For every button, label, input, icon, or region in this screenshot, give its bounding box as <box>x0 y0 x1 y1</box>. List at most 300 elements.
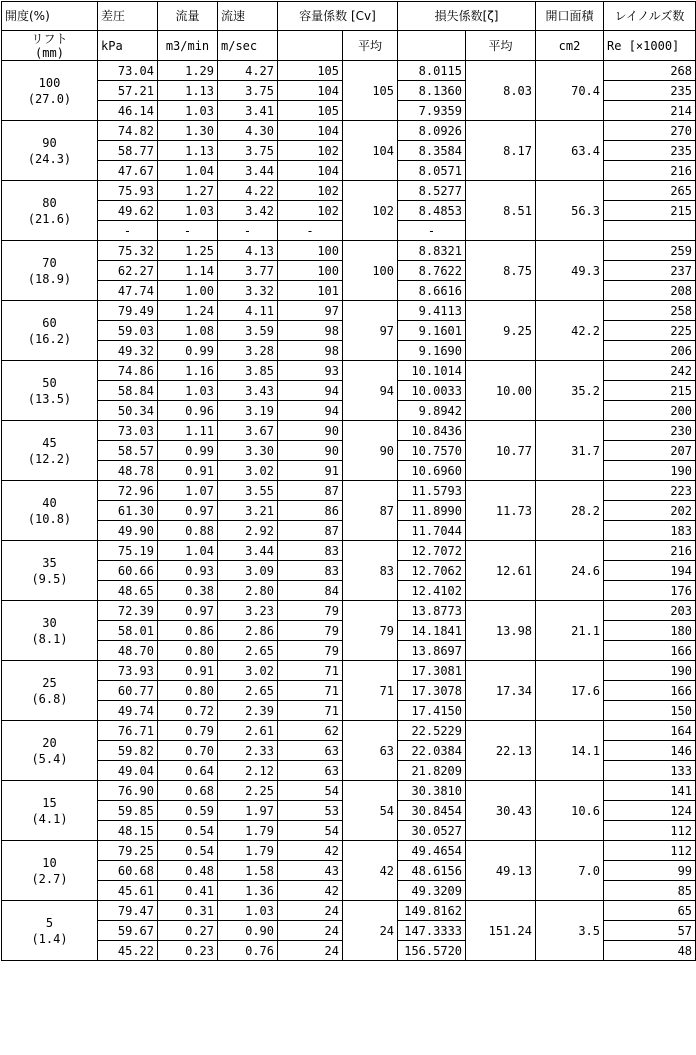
zeta-value: 49.3209 <box>398 881 466 901</box>
zeta-value: 8.7622 <box>398 261 466 281</box>
velocity-value: 3.23 <box>218 601 278 621</box>
velocity-value: 4.13 <box>218 241 278 261</box>
zeta-value: 10.1014 <box>398 361 466 381</box>
opening-percent: 80 <box>42 195 57 210</box>
re-value: 216 <box>604 541 696 561</box>
velocity-value: 3.02 <box>218 661 278 681</box>
cv-average: 90 <box>343 421 398 481</box>
pressure-value: 79.49 <box>98 301 158 321</box>
cv-value: 42 <box>278 841 343 861</box>
flow-value: 1.13 <box>158 141 218 161</box>
table-row <box>2 241 696 261</box>
velocity-value: - <box>218 221 278 241</box>
cv-value: 98 <box>278 321 343 341</box>
zeta-value: 8.8321 <box>398 241 466 261</box>
opening-cell <box>2 121 98 181</box>
re-value: 112 <box>604 841 696 861</box>
zeta-value: - <box>398 221 466 241</box>
re-value: 259 <box>604 241 696 261</box>
re-value: 183 <box>604 521 696 541</box>
opening-percent: 60 <box>42 315 57 330</box>
velocity-value: 1.58 <box>218 861 278 881</box>
pressure-value: - <box>98 221 158 241</box>
opening-area: 56.3 <box>536 181 604 241</box>
cv-value: 84 <box>278 581 343 601</box>
table-row <box>2 181 696 201</box>
flow-value: 1.25 <box>158 241 218 261</box>
flow-value: 0.54 <box>158 841 218 861</box>
opening-area: 28.2 <box>536 481 604 541</box>
cv-value: 83 <box>278 541 343 561</box>
cv-value: 100 <box>278 241 343 261</box>
re-value <box>604 221 696 241</box>
velocity-value: 3.75 <box>218 141 278 161</box>
zeta-value: 10.8436 <box>398 421 466 441</box>
pressure-value: 58.84 <box>98 381 158 401</box>
opening-cell <box>2 481 98 541</box>
opening-cell <box>2 61 98 121</box>
velocity-value: 2.33 <box>218 741 278 761</box>
lift-mm: (2.7) <box>31 871 68 886</box>
cv-average: 79 <box>343 601 398 661</box>
cv-value: 104 <box>278 81 343 101</box>
header-lift-cell <box>2 31 98 61</box>
lift-mm: (12.2) <box>27 451 72 466</box>
cv-value: 104 <box>278 121 343 141</box>
pressure-value: 74.82 <box>98 121 158 141</box>
flow-value: 1.04 <box>158 161 218 181</box>
zeta-value: 8.5277 <box>398 181 466 201</box>
zeta-average: 30.43 <box>466 781 536 841</box>
pressure-value: 46.14 <box>98 101 158 121</box>
zeta-value: 11.8990 <box>398 501 466 521</box>
flow-value: 1.13 <box>158 81 218 101</box>
cv-value: 53 <box>278 801 343 821</box>
flow-value: 0.93 <box>158 561 218 581</box>
cv-average: 71 <box>343 661 398 721</box>
cv-value: 24 <box>278 901 343 921</box>
cv-average: 102 <box>343 181 398 241</box>
header-flow: 流量 <box>158 2 218 31</box>
zeta-average: 8.03 <box>466 61 536 121</box>
flow-value: 0.88 <box>158 521 218 541</box>
opening-area: 35.2 <box>536 361 604 421</box>
zeta-value: 8.6616 <box>398 281 466 301</box>
zeta-value: 8.3584 <box>398 141 466 161</box>
header-velocity: 流速 <box>218 2 278 31</box>
flow-value: 0.86 <box>158 621 218 641</box>
zeta-average: 12.61 <box>466 541 536 601</box>
opening-area: 3.5 <box>536 901 604 961</box>
flow-value: 0.70 <box>158 741 218 761</box>
pressure-value: 48.70 <box>98 641 158 661</box>
zeta-average: 151.24 <box>466 901 536 961</box>
velocity-value: 3.19 <box>218 401 278 421</box>
opening-area: 49.3 <box>536 241 604 301</box>
table-row <box>2 601 696 621</box>
lift-mm: (4.1) <box>31 811 68 826</box>
velocity-value: 2.80 <box>218 581 278 601</box>
zeta-value: 8.0571 <box>398 161 466 181</box>
pressure-value: 60.66 <box>98 561 158 581</box>
velocity-value: 1.97 <box>218 801 278 821</box>
re-value: 235 <box>604 81 696 101</box>
zeta-value: 9.4113 <box>398 301 466 321</box>
opening-cell <box>2 601 98 661</box>
flow-value: 1.04 <box>158 541 218 561</box>
opening-area: 63.4 <box>536 121 604 181</box>
header-re-unit: Re [×1000] <box>604 31 696 61</box>
cv-average: 105 <box>343 61 398 121</box>
header-pressure-unit: kPa <box>98 31 158 61</box>
zeta-value: 12.4102 <box>398 581 466 601</box>
pressure-value: 76.71 <box>98 721 158 741</box>
header-pressure: 差圧 <box>98 2 158 31</box>
flow-value: 1.27 <box>158 181 218 201</box>
opening-cell <box>2 781 98 841</box>
velocity-value: 4.11 <box>218 301 278 321</box>
flow-value: 1.03 <box>158 201 218 221</box>
velocity-value: 2.39 <box>218 701 278 721</box>
lift-mm: (21.6) <box>27 211 72 226</box>
header-flow-unit: m3/min <box>158 31 218 61</box>
cv-value: 94 <box>278 401 343 421</box>
velocity-value: 1.79 <box>218 821 278 841</box>
zeta-average: 11.73 <box>466 481 536 541</box>
cv-value: 24 <box>278 921 343 941</box>
velocity-value: 3.85 <box>218 361 278 381</box>
re-value: 223 <box>604 481 696 501</box>
zeta-average: 10.00 <box>466 361 536 421</box>
header-cv-blank <box>278 31 343 61</box>
pressure-value: 73.03 <box>98 421 158 441</box>
flow-value: 0.91 <box>158 661 218 681</box>
zeta-value: 14.1841 <box>398 621 466 641</box>
pressure-value: 58.57 <box>98 441 158 461</box>
valve-characteristics-table <box>1 1 696 961</box>
cv-average: 83 <box>343 541 398 601</box>
zeta-value: 48.6156 <box>398 861 466 881</box>
zeta-value: 10.0033 <box>398 381 466 401</box>
pressure-value: 50.34 <box>98 401 158 421</box>
pressure-value: 74.86 <box>98 361 158 381</box>
re-value: 225 <box>604 321 696 341</box>
velocity-value: 3.32 <box>218 281 278 301</box>
velocity-value: 1.03 <box>218 901 278 921</box>
cv-value: 79 <box>278 641 343 661</box>
cv-value: 90 <box>278 421 343 441</box>
velocity-value: 4.30 <box>218 121 278 141</box>
zeta-average: 8.17 <box>466 121 536 181</box>
flow-value: 0.38 <box>158 581 218 601</box>
velocity-value: 3.41 <box>218 101 278 121</box>
opening-area: 10.6 <box>536 781 604 841</box>
header-re: レイノルズ数 <box>604 2 696 31</box>
zeta-value: 9.1690 <box>398 341 466 361</box>
pressure-value: 75.19 <box>98 541 158 561</box>
pressure-value: 59.85 <box>98 801 158 821</box>
zeta-value: 149.8162 <box>398 901 466 921</box>
flow-value: 1.03 <box>158 381 218 401</box>
table-row <box>2 61 696 81</box>
lift-mm: (1.4) <box>31 931 68 946</box>
zeta-average: 8.75 <box>466 241 536 301</box>
pressure-value: 62.27 <box>98 261 158 281</box>
re-value: 99 <box>604 861 696 881</box>
cv-value: 105 <box>278 101 343 121</box>
re-value: 124 <box>604 801 696 821</box>
re-value: 268 <box>604 61 696 81</box>
velocity-value: 2.61 <box>218 721 278 741</box>
cv-value: 54 <box>278 821 343 841</box>
re-value: 215 <box>604 381 696 401</box>
re-value: 203 <box>604 601 696 621</box>
cv-value: 54 <box>278 781 343 801</box>
velocity-value: 3.44 <box>218 541 278 561</box>
zeta-value: 147.3333 <box>398 921 466 941</box>
pressure-value: 48.78 <box>98 461 158 481</box>
lift-mm: (8.1) <box>31 631 68 646</box>
velocity-value: 2.92 <box>218 521 278 541</box>
zeta-average: 22.13 <box>466 721 536 781</box>
pressure-value: 79.47 <box>98 901 158 921</box>
re-value: 237 <box>604 261 696 281</box>
cv-value: 98 <box>278 341 343 361</box>
opening-percent: 100 <box>38 75 61 90</box>
table-row <box>2 841 696 861</box>
cv-average: 104 <box>343 121 398 181</box>
zeta-value: 13.8773 <box>398 601 466 621</box>
pressure-value: 75.93 <box>98 181 158 201</box>
opening-cell <box>2 181 98 241</box>
cv-average: 100 <box>343 241 398 301</box>
opening-percent: 25 <box>42 675 57 690</box>
zeta-average: 8.51 <box>466 181 536 241</box>
table-row <box>2 361 696 381</box>
opening-percent: 5 <box>45 915 54 930</box>
velocity-value: 2.65 <box>218 641 278 661</box>
cv-value: 79 <box>278 621 343 641</box>
re-value: 270 <box>604 121 696 141</box>
cv-value: 93 <box>278 361 343 381</box>
cv-value: 71 <box>278 681 343 701</box>
zeta-average: 9.25 <box>466 301 536 361</box>
lift-mm: (5.4) <box>31 751 68 766</box>
velocity-value: 2.86 <box>218 621 278 641</box>
flow-value: 1.00 <box>158 281 218 301</box>
re-value: 235 <box>604 141 696 161</box>
cv-average: 42 <box>343 841 398 901</box>
opening-area: 21.1 <box>536 601 604 661</box>
flow-value: 0.31 <box>158 901 218 921</box>
zeta-average: 10.77 <box>466 421 536 481</box>
header-cv-average: 平均 <box>343 31 398 61</box>
opening-area: 24.6 <box>536 541 604 601</box>
header-velocity-unit: m/sec <box>218 31 278 61</box>
pressure-value: 49.32 <box>98 341 158 361</box>
opening-percent: 15 <box>42 795 57 810</box>
table-header <box>2 2 696 61</box>
pressure-value: 45.22 <box>98 941 158 961</box>
flow-value: 1.11 <box>158 421 218 441</box>
zeta-value: 22.0384 <box>398 741 466 761</box>
pressure-value: 73.04 <box>98 61 158 81</box>
cv-average: 54 <box>343 781 398 841</box>
cv-value: 24 <box>278 941 343 961</box>
zeta-value: 17.4150 <box>398 701 466 721</box>
velocity-value: 3.02 <box>218 461 278 481</box>
opening-area: 70.4 <box>536 61 604 121</box>
velocity-value: 3.75 <box>218 81 278 101</box>
re-value: 242 <box>604 361 696 381</box>
table-row <box>2 901 696 921</box>
re-value: 194 <box>604 561 696 581</box>
opening-area: 14.1 <box>536 721 604 781</box>
opening-percent: 20 <box>42 735 57 750</box>
velocity-value: 0.90 <box>218 921 278 941</box>
flow-value: 0.23 <box>158 941 218 961</box>
zeta-value: 7.9359 <box>398 101 466 121</box>
zeta-value: 49.4654 <box>398 841 466 861</box>
opening-cell <box>2 661 98 721</box>
pressure-value: 48.15 <box>98 821 158 841</box>
cv-value: 102 <box>278 201 343 221</box>
flow-value: 0.97 <box>158 601 218 621</box>
pressure-value: 58.77 <box>98 141 158 161</box>
flow-value: 0.72 <box>158 701 218 721</box>
flow-value: 1.08 <box>158 321 218 341</box>
zeta-value: 8.0115 <box>398 61 466 81</box>
zeta-value: 156.5720 <box>398 941 466 961</box>
pressure-value: 45.61 <box>98 881 158 901</box>
lift-mm: (27.0) <box>27 91 72 106</box>
velocity-value: 1.36 <box>218 881 278 901</box>
zeta-value: 30.0527 <box>398 821 466 841</box>
lift-mm: (16.2) <box>27 331 72 346</box>
header-lift-unit: (mm) <box>35 45 64 60</box>
pressure-value: 49.74 <box>98 701 158 721</box>
zeta-value: 21.8209 <box>398 761 466 781</box>
header-area: 開口面積 <box>536 2 604 31</box>
flow-value: 1.16 <box>158 361 218 381</box>
zeta-value: 8.4853 <box>398 201 466 221</box>
header-opening: 開度(%) <box>2 2 98 31</box>
re-value: 141 <box>604 781 696 801</box>
cv-average: 94 <box>343 361 398 421</box>
re-value: 265 <box>604 181 696 201</box>
cv-value: 104 <box>278 161 343 181</box>
flow-value: 0.91 <box>158 461 218 481</box>
opening-percent: 40 <box>42 495 57 510</box>
cv-value: 63 <box>278 761 343 781</box>
zeta-value: 10.6960 <box>398 461 466 481</box>
cv-average: 87 <box>343 481 398 541</box>
lift-mm: (13.5) <box>27 391 72 406</box>
velocity-value: 3.43 <box>218 381 278 401</box>
flow-value: 0.48 <box>158 861 218 881</box>
cv-average: 24 <box>343 901 398 961</box>
cv-value: 105 <box>278 61 343 81</box>
pressure-value: 75.32 <box>98 241 158 261</box>
re-value: 166 <box>604 681 696 701</box>
zeta-value: 17.3078 <box>398 681 466 701</box>
opening-cell <box>2 421 98 481</box>
flow-value: 0.99 <box>158 441 218 461</box>
velocity-value: 3.44 <box>218 161 278 181</box>
velocity-value: 0.76 <box>218 941 278 961</box>
opening-percent: 30 <box>42 615 57 630</box>
table-row <box>2 721 696 741</box>
cv-value: 100 <box>278 261 343 281</box>
lift-mm: (10.8) <box>27 511 72 526</box>
flow-value: 0.41 <box>158 881 218 901</box>
pressure-value: 49.62 <box>98 201 158 221</box>
zeta-value: 30.8454 <box>398 801 466 821</box>
re-value: 85 <box>604 881 696 901</box>
pressure-value: 72.39 <box>98 601 158 621</box>
opening-percent: 35 <box>42 555 57 570</box>
flow-value: 0.97 <box>158 501 218 521</box>
cv-value: 102 <box>278 141 343 161</box>
zeta-value: 30.3810 <box>398 781 466 801</box>
zeta-value: 9.8942 <box>398 401 466 421</box>
re-value: 208 <box>604 281 696 301</box>
zeta-value: 12.7072 <box>398 541 466 561</box>
pressure-value: 59.03 <box>98 321 158 341</box>
zeta-average: 13.98 <box>466 601 536 661</box>
cv-value: 87 <box>278 521 343 541</box>
pressure-value: 60.68 <box>98 861 158 881</box>
flow-value: 0.68 <box>158 781 218 801</box>
re-value: 216 <box>604 161 696 181</box>
pressure-value: 79.25 <box>98 841 158 861</box>
pressure-value: 48.65 <box>98 581 158 601</box>
cv-value: 102 <box>278 181 343 201</box>
header-zeta-blank <box>398 31 466 61</box>
flow-value: 0.96 <box>158 401 218 421</box>
flow-value: 0.59 <box>158 801 218 821</box>
flow-value: 0.79 <box>158 721 218 741</box>
zeta-value: 10.7570 <box>398 441 466 461</box>
opening-cell <box>2 901 98 961</box>
flow-value: 1.14 <box>158 261 218 281</box>
re-value: 65 <box>604 901 696 921</box>
opening-cell <box>2 301 98 361</box>
flow-value: - <box>158 221 218 241</box>
re-value: 258 <box>604 301 696 321</box>
re-value: 150 <box>604 701 696 721</box>
re-value: 190 <box>604 661 696 681</box>
pressure-value: 61.30 <box>98 501 158 521</box>
opening-percent: 50 <box>42 375 57 390</box>
table-row <box>2 121 696 141</box>
velocity-value: 3.67 <box>218 421 278 441</box>
flow-value: 0.80 <box>158 641 218 661</box>
opening-area: 17.6 <box>536 661 604 721</box>
cv-value: 83 <box>278 561 343 581</box>
re-value: 57 <box>604 921 696 941</box>
zeta-value: 17.3081 <box>398 661 466 681</box>
flow-value: 1.29 <box>158 61 218 81</box>
re-value: 146 <box>604 741 696 761</box>
flow-value: 0.99 <box>158 341 218 361</box>
lift-mm: (18.9) <box>27 271 72 286</box>
cv-value: 63 <box>278 741 343 761</box>
zeta-value: 13.8697 <box>398 641 466 661</box>
pressure-value: 76.90 <box>98 781 158 801</box>
zeta-value: 8.1360 <box>398 81 466 101</box>
cv-average: 97 <box>343 301 398 361</box>
